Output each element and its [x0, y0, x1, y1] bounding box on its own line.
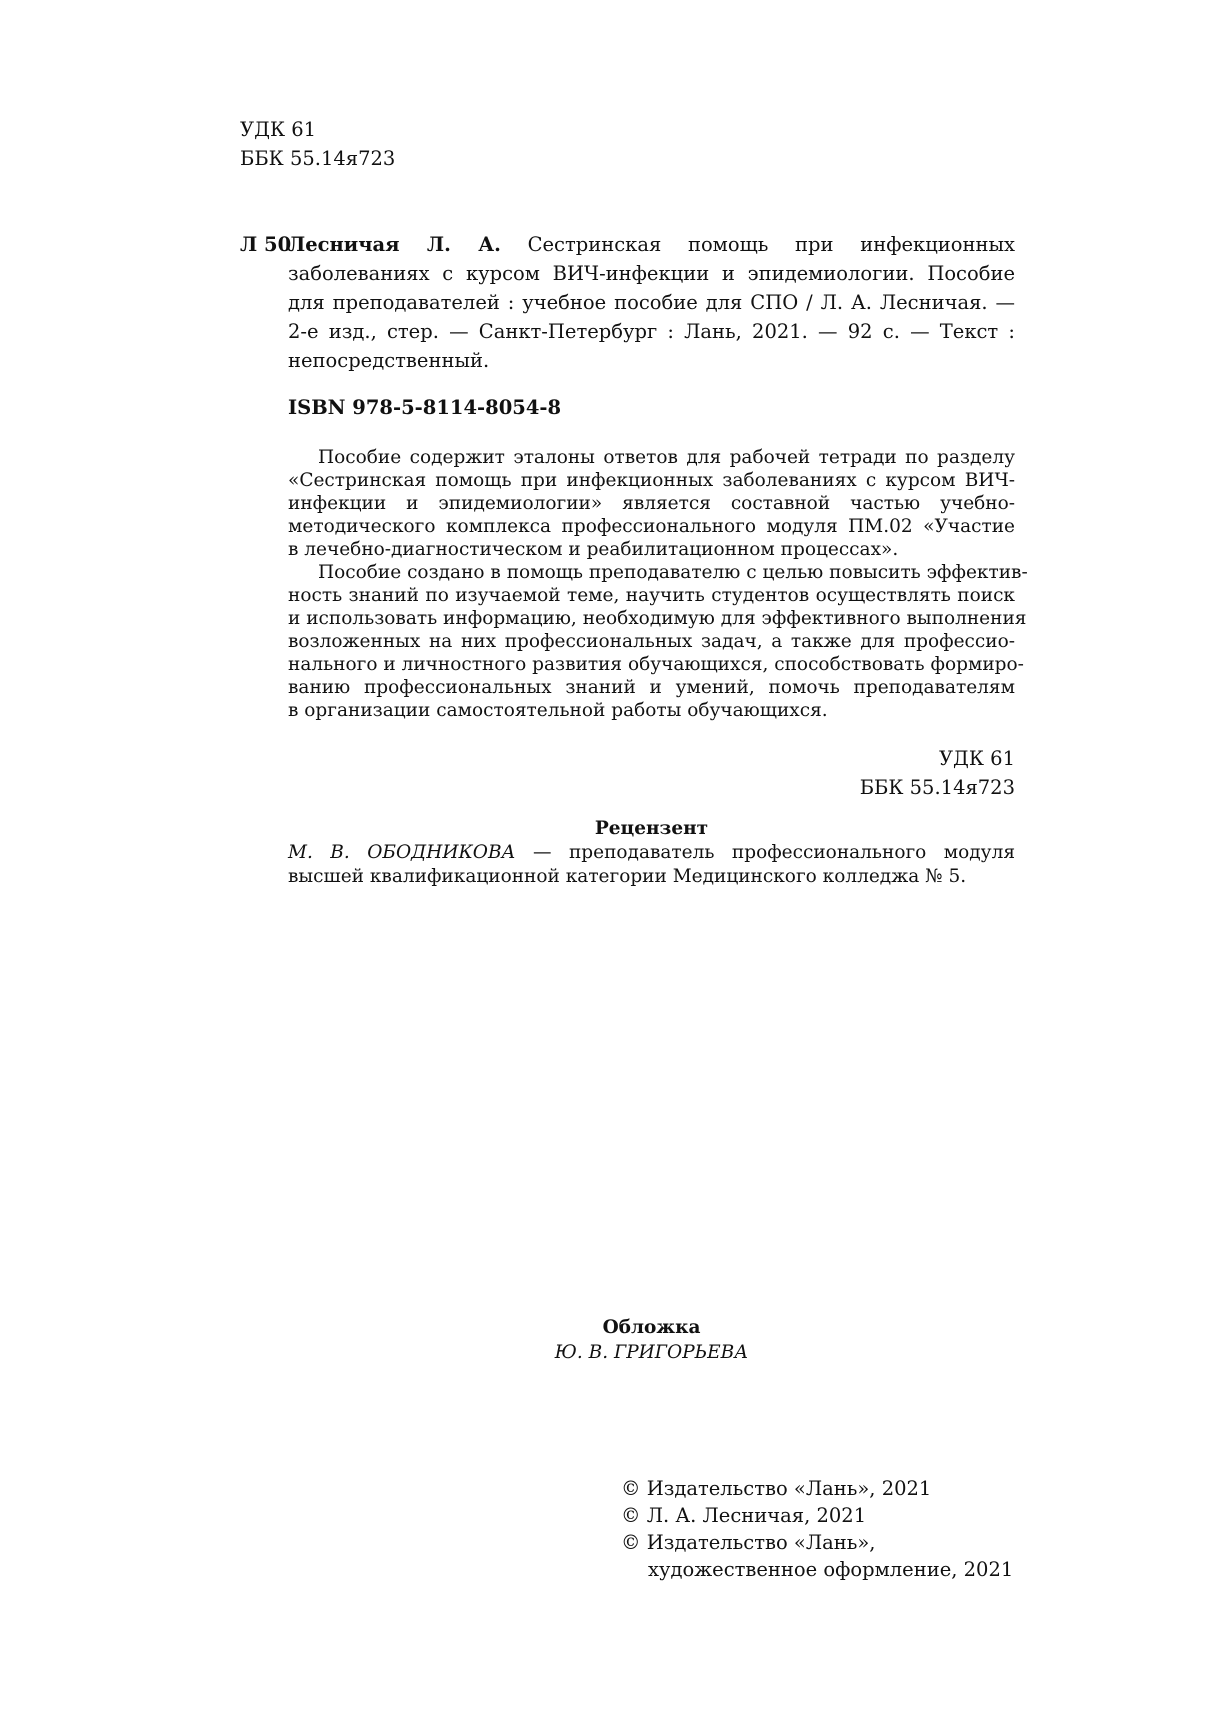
annotation-p2-line: в организации самостоятельной работы обучающихся. [288, 700, 828, 721]
cover-heading: Обложка [602, 1317, 701, 1338]
udk-code: УДК 61 [938, 747, 1015, 770]
reviewer-line-1 [288, 841, 1015, 865]
classification-codes-bottom [740, 744, 1015, 802]
bib-line-1 [288, 230, 1015, 259]
annotation-p2-line: возложенных на них профессиональных задач, а также для профессио- [288, 631, 1015, 652]
reviewer-position: — преподаватель профессионального модуля [515, 842, 1015, 863]
annotation [288, 446, 1028, 722]
bib-line-2: заболеваниях с курсом ВИЧ-инфекции и эпидемиологии. Пособие [288, 262, 1015, 285]
copyright-line: © Издательство «Лань», 2021 [621, 1477, 932, 1500]
copyright-line: © Издательство «Лань», [621, 1531, 876, 1554]
bibliographic-record [288, 230, 1015, 375]
classification-codes-top [240, 115, 395, 173]
reviewer-heading: Рецензент [594, 818, 709, 839]
annotation-p2-line: ванию профессиональных знаний и умений, помочь преподавателям [288, 677, 1015, 698]
annotation-p1-line: инфекции и эпидемиологии» является составной частью учебно- [288, 493, 1015, 514]
annotation-p1-line: Пособие содержит эталоны ответов для рабочей тетради по разделу [318, 447, 1015, 468]
copyright-line: художественное оформление, 2021 [648, 1558, 1014, 1581]
bib-line-3: для преподавателей : учебное пособие для СПО / Л. А. Лесничая. — [288, 291, 1015, 314]
annotation-p1-line: «Сестринская помощь при инфекционных заболеваниях с курсом ВИЧ- [288, 470, 1015, 491]
bbk-code: ББК 55.14я723 [859, 776, 1015, 799]
udk-code: УДК 61 [240, 118, 317, 141]
bib-line-5: непосредственный. [288, 349, 490, 372]
reviewer-info [288, 841, 1015, 889]
copyright-block [621, 1475, 1013, 1583]
annotation-p2-line: нального и личностного развития обучающихся, способствовать формиро- [288, 654, 1024, 675]
bib-line-4: 2-е изд., стер. — Санкт-Петербург : Лань, 2021. — 92 с. — Текст : [288, 320, 1015, 343]
annotation-p2-line: и использовать информацию, необходимую для эффективного выполнения [288, 608, 1027, 629]
reviewer-line-2: высшей квалификационной категории Медицинского колледжа № 5. [288, 866, 967, 887]
bib-title-start: Сестринская помощь при инфекционных [527, 233, 1015, 256]
isbn: ISBN 978-5-8114-8054-8 [288, 396, 562, 419]
cover-designer-name: Ю. В. ГРИГОРЬЕВА [554, 1342, 749, 1363]
author-name: Лесничая Л. А. [288, 233, 501, 256]
annotation-p1-line: в лечебно-диагностическом и реабилитационном процессах». [288, 539, 899, 560]
annotation-p1-line: методического комплекса профессионального модуля ПМ.02 «Участие [288, 516, 1015, 537]
annotation-p2-line: Пособие создано в помощь преподавателю с целью повысить эффектив- [318, 562, 1028, 583]
reviewer-name: М. В. ОБОДНИКОВА [288, 842, 516, 863]
annotation-p2-line: ность знаний по изучаемой теме, научить студентов осуществлять поиск [288, 585, 1015, 606]
author-sign-code: Л 50 [240, 233, 292, 256]
copyright-line: © Л. А. Лесничая, 2021 [621, 1504, 867, 1527]
bbk-code: ББК 55.14я723 [240, 147, 396, 170]
